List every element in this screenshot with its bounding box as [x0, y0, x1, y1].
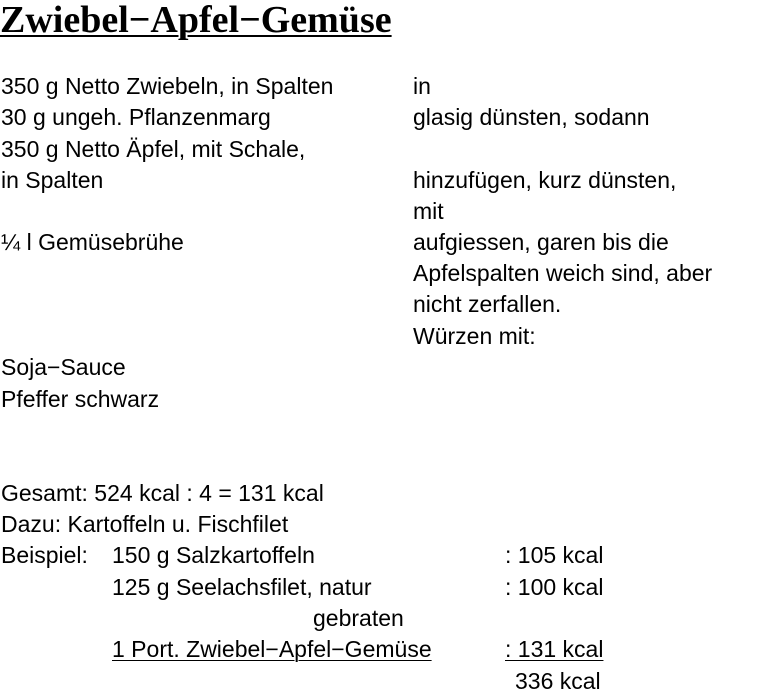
instruction-line: in: [413, 73, 431, 99]
instruction-line: hinzufügen, kurz dünsten,: [413, 167, 677, 193]
instruction-line: nicht zerfallen.: [413, 291, 562, 317]
ingredient-line: Pfeffer schwarz: [1, 386, 160, 412]
instruction-line: Würzen mit:: [413, 323, 536, 349]
side-dish-note: Dazu: Kartoffeln u. Fischfilet: [1, 511, 289, 537]
example-item-kcal: : 100 kcal: [505, 574, 604, 600]
example-item-name: 150 g Salzkartoffeln: [112, 542, 315, 568]
ingredient-line: Soja−Sauce: [1, 354, 126, 380]
grand-total-calories: 336 kcal: [515, 668, 601, 694]
total-calories: Gesamt: 524 kcal : 4 = 131 kcal: [1, 480, 324, 506]
ingredient-line: ¼ l Gemüsebrühe: [1, 229, 184, 255]
instruction-line: aufgiessen, garen bis die: [413, 229, 669, 255]
example-item-kcal: : 131 kcal: [505, 636, 604, 662]
ingredient-line: in Spalten: [1, 167, 104, 193]
ingredient-line: 350 g Netto Zwiebeln, in Spalten: [1, 73, 334, 99]
instruction-line: glasig dünsten, sodann: [413, 104, 650, 130]
example-item-name-continued: gebraten: [313, 605, 404, 631]
example-label: Beispiel:: [1, 542, 88, 568]
example-item-name: 1 Port. Zwiebel−Apfel−Gemüse: [112, 636, 432, 662]
instruction-line: mit: [413, 198, 444, 224]
ingredient-line: 30 g ungeh. Pflanzenmarg: [1, 104, 271, 130]
example-item-kcal: : 105 kcal: [505, 542, 604, 568]
recipe-title: Zwiebel−Apfel−Gemüse: [0, 0, 392, 41]
example-item-name: 125 g Seelachsfilet, natur: [112, 574, 372, 600]
instruction-line: Apfelspalten weich sind, aber: [413, 260, 713, 286]
ingredient-line: 350 g Netto Äpfel, mit Schale,: [1, 136, 306, 162]
